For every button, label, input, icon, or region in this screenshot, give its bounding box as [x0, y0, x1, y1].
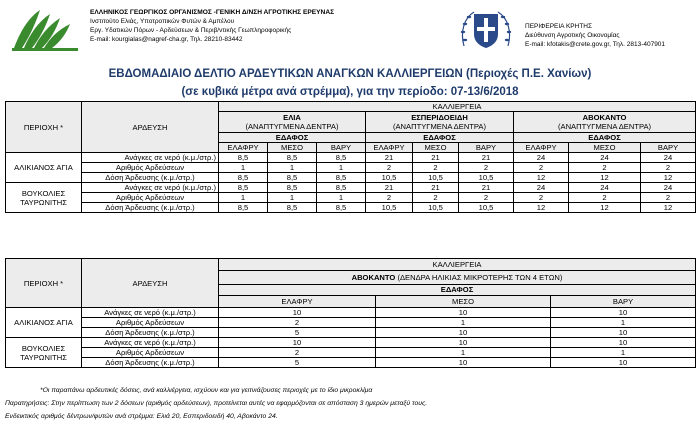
- row-label: Ανάγκες σε νερό (κ.μ./στρ.): [82, 183, 219, 193]
- org-left-block: [90, 8, 334, 44]
- row-label: Αριθμός Αρδεύσεων: [82, 163, 219, 173]
- value-cell: 1: [317, 163, 366, 173]
- value-cell: 2: [569, 193, 641, 203]
- org-right-line: E-mail: kfotakis@crete.gov.gr, Τηλ. 2813-407901: [525, 41, 666, 48]
- crop-header: [366, 112, 514, 133]
- region-block: [6, 308, 696, 338]
- value-cell: 21: [459, 153, 514, 163]
- value-cell: 2: [219, 318, 376, 328]
- crop-sub: (ΑΝΑΠΤΥΓΜΕΝΑ ΔΕΝΤΡΑ): [557, 122, 652, 131]
- value-cell: 1: [551, 348, 696, 358]
- crops-header: ΚΑΛΛΙΕΡΓΕΙΑ: [219, 102, 696, 112]
- value-cell: 24: [569, 183, 641, 193]
- soil-type: ΒΑΡΥ: [459, 143, 514, 153]
- org-left-line: E-mail: kourgialas@nagref-cha.gr, Τηλ. 28210-83442: [90, 36, 243, 43]
- value-cell: 24: [641, 153, 696, 163]
- crop-sub: (ΑΝΑΠΤΥΓΜΕΝΑ ΔΕΝΤΡΑ): [392, 122, 487, 131]
- value-cell: 2: [413, 193, 459, 203]
- value-cell: 1: [268, 193, 317, 203]
- value-cell: 21: [366, 183, 413, 193]
- value-cell: 1: [219, 163, 268, 173]
- row-label: Ανάγκες σε νερό (κ.μ./στρ.): [82, 308, 219, 318]
- irrigation-table-mature: [5, 101, 696, 213]
- value-cell: 21: [413, 183, 459, 193]
- crop-name: ΑΒΟΚΑΝΤΟ: [582, 113, 627, 122]
- region-block: [6, 338, 696, 368]
- row-label: Αριθμός Αρδεύσεων: [82, 318, 219, 328]
- value-cell: 2: [459, 193, 514, 203]
- soil-type: ΕΛΑΦΡΥ: [366, 143, 413, 153]
- row-label: Αριθμός Αρδεύσεων: [82, 348, 219, 358]
- value-cell: 10: [376, 358, 551, 368]
- bulletin-title: ΕΒΔΟΜΑΔΙΑΙΟ ΔΕΛΤΙΟ ΑΡΔΕΥΤΙΚΩΝ ΑΝΑΓΚΩΝ ΚΑΛΛΙΕΡΓΕΙΩΝ (Περιοχές Π.Ε. Χανίων): [108, 68, 592, 80]
- value-cell: 8,5: [219, 203, 268, 213]
- soil-type: ΕΛΑΦΡΥ: [219, 296, 376, 308]
- value-cell: 12: [569, 203, 641, 213]
- irrigation-table-young-avocado: [5, 258, 696, 368]
- crop-sub: (ΑΝΑΠΤΥΓΜΕΝΑ ΔΕΝΤΡΑ): [245, 122, 339, 131]
- soil-header: ΕΔΑΦΟΣ: [514, 133, 696, 143]
- soil-header: ΕΔΑΦΟΣ: [219, 284, 696, 296]
- value-cell: 2: [413, 163, 459, 173]
- row-label: Δόση Άρδευσης (κ.μ./στρ.): [82, 358, 219, 368]
- value-cell: 8,5: [219, 173, 268, 183]
- crop-header: [514, 112, 696, 133]
- row-label: Ανάγκες σε νερό (κ.μ./στρ.): [82, 153, 219, 163]
- value-cell: 10,5: [366, 203, 413, 213]
- value-cell: 1: [219, 193, 268, 203]
- value-cell: 10: [551, 328, 696, 338]
- soil-type: ΕΛΑΦΡΥ: [514, 143, 569, 153]
- value-cell: 1: [551, 318, 696, 328]
- value-cell: 5: [219, 358, 376, 368]
- org-right-line: ΠΕΡΙΦΕΡΕΙΑ ΚΡΗΤΗΣ: [525, 23, 592, 30]
- soil-type: ΒΑΡΥ: [317, 143, 366, 153]
- value-cell: 10,5: [413, 173, 459, 183]
- crop-header: [219, 270, 696, 284]
- soil-type: ΜΕΣΟ: [268, 143, 317, 153]
- value-cell: 2: [366, 163, 413, 173]
- value-cell: 1: [376, 348, 551, 358]
- value-cell: 2: [569, 163, 641, 173]
- org-left-line: ΕΛΛΗΝΙΚΟΣ ΓΕΩΡΓΙΚΟΣ ΟΡΓΑΝΙΣΜΟΣ -ΓΕΝΙΚΗ Δ/ΝΣΗ ΑΓΡΟΤΙΚΗΣ ΕΡΕΥΝΑΣ: [90, 9, 335, 16]
- value-cell: 24: [514, 153, 569, 163]
- row-label: Ανάγκες σε νερό (κ.μ./στρ.): [82, 338, 219, 348]
- row-label: Αριθμός Αρδεύσεων: [82, 193, 219, 203]
- remarks: Παρατηρήσεις: Στην περίπτωση των 2 δόσεων (αριθμός αρδεύσεων), προτείνεται αυτές να εφαρμόζονται σε απόσταση 3 ημερών μεταξύ τους.: [5, 400, 428, 407]
- header: [0, 0, 700, 62]
- value-cell: 8,5: [317, 153, 366, 163]
- value-cell: 10: [551, 308, 696, 318]
- greek-emblem-icon: [458, 8, 514, 52]
- org-left-line: Ινστιτούτο Ελιάς, Υποτροπικών Φυτών & Αμπέλου: [90, 18, 235, 25]
- value-cell: 8,5: [317, 173, 366, 183]
- org-right-line: Διεύθυνση Αγροτικής Οικονομίας: [525, 32, 620, 39]
- region-name: ΑΛΙΚΙΑΝΟΣ ΑΓΙΑ: [6, 153, 82, 183]
- bulletin-subtitle: (σε κυβικά μέτρα ανά στρέμμα), για την περίοδο: 07-13/6/2018: [181, 86, 519, 98]
- soil-type: ΜΕΣΟ: [413, 143, 459, 153]
- region-column-header: ΠΕΡΙΟΧΗ *: [6, 102, 82, 153]
- soil-header: ΕΔΑΦΟΣ: [366, 133, 514, 143]
- value-cell: 24: [641, 183, 696, 193]
- elgo-logo-icon: [10, 6, 82, 52]
- value-cell: 10,5: [413, 203, 459, 213]
- value-cell: 24: [569, 153, 641, 163]
- value-cell: 10: [551, 358, 696, 368]
- value-cell: 21: [459, 183, 514, 193]
- crop-header: [219, 112, 366, 133]
- value-cell: 10: [219, 338, 376, 348]
- soil-type: ΕΛΑΦΡΥ: [219, 143, 268, 153]
- soil-type: ΜΕΣΟ: [569, 143, 641, 153]
- value-cell: 10: [376, 338, 551, 348]
- region-name: ΒΟΥΚΟΛΙΕΣ ΤΑΥΡΩΝΙΤΗΣ: [6, 183, 82, 213]
- soil-type: ΒΑΡΥ: [551, 296, 696, 308]
- value-cell: 10,5: [366, 173, 413, 183]
- row-label: Δόση Άρδευσης (κ.μ./στρ.): [82, 203, 219, 213]
- value-cell: 2: [459, 163, 514, 173]
- density-note: Ενδεικτικός αριθμός δέντρων/φυτών ανά στρέμμα: Ελιά 20, Εσπεριδοειδή 40, Αβοκάντο 24.: [5, 413, 278, 420]
- crops-header: ΚΑΛΛΙΕΡΓΕΙΑ: [219, 259, 696, 271]
- value-cell: 2: [514, 193, 569, 203]
- value-cell: 10: [376, 328, 551, 338]
- value-cell: 10: [376, 308, 551, 318]
- crop-name: ΑΒΟΚΑΝΤΟ: [351, 272, 396, 282]
- value-cell: 8,5: [268, 183, 317, 193]
- row-label: Δόση Άρδευσης (κ.μ./στρ.): [82, 173, 219, 183]
- soil-header: ΕΔΑΦΟΣ: [219, 133, 366, 143]
- irrigation-column-header: ΑΡΔΕΥΣΗ: [82, 259, 219, 308]
- value-cell: 12: [641, 203, 696, 213]
- value-cell: 2: [366, 193, 413, 203]
- value-cell: 8,5: [219, 153, 268, 163]
- value-cell: 12: [641, 173, 696, 183]
- value-cell: 12: [514, 173, 569, 183]
- org-right-block: [525, 22, 665, 49]
- crop-name: ΕΣΠΕΡΙΔΟΕΙΔΗ: [411, 113, 468, 122]
- value-cell: 8,5: [268, 153, 317, 163]
- value-cell: 12: [569, 173, 641, 183]
- value-cell: 1: [268, 163, 317, 173]
- region-name: ΑΛΙΚΙΑΝΟΣ ΑΓΙΑ: [6, 308, 82, 338]
- value-cell: 10,5: [459, 203, 514, 213]
- value-cell: 21: [366, 153, 413, 163]
- value-cell: 2: [641, 163, 696, 173]
- value-cell: 2: [641, 193, 696, 203]
- region-block: [6, 183, 696, 213]
- value-cell: 24: [514, 183, 569, 193]
- value-cell: 12: [514, 203, 569, 213]
- crop-sub: (ΔΕΝΔΡΑ ΗΛΙΚΙΑΣ ΜΙΚΡΟΤΕΡΗΣ ΤΩΝ 4 ΕΤΩΝ): [395, 272, 563, 282]
- region-name: ΒΟΥΚΟΛΙΕΣ ΤΑΥΡΩΝΙΤΗΣ: [6, 338, 82, 368]
- irrigation-column-header: ΑΡΔΕΥΣΗ: [82, 102, 219, 153]
- region-column-header: ΠΕΡΙΟΧΗ *: [6, 259, 82, 308]
- value-cell: 8,5: [219, 183, 268, 193]
- value-cell: 10: [219, 308, 376, 318]
- org-left-line: Εργ. Υδατικών Πόρων - Αρδεύσεων & Περιβ/ντικής Γεωπληροφορικής: [90, 27, 292, 34]
- footnote: *Οι παραπάνω αρδευτικές δόσεις, ανά καλλιέργεια, ισχύουν και για γειτνιάζουσες περιοχές με το ίδιο μικροκλίμα: [40, 387, 373, 394]
- value-cell: 2: [219, 348, 376, 358]
- value-cell: 1: [376, 318, 551, 328]
- value-cell: 10,5: [459, 173, 514, 183]
- value-cell: 8,5: [268, 203, 317, 213]
- row-label: Δόση Άρδευσης (κ.μ./στρ.): [82, 328, 219, 338]
- region-block: [6, 153, 696, 183]
- value-cell: 8,5: [268, 173, 317, 183]
- value-cell: 21: [413, 153, 459, 163]
- soil-type: ΒΑΡΥ: [641, 143, 696, 153]
- value-cell: 5: [219, 328, 376, 338]
- value-cell: 8,5: [317, 183, 366, 193]
- value-cell: 1: [317, 193, 366, 203]
- value-cell: 2: [514, 163, 569, 173]
- soil-type: ΜΕΣΟ: [376, 296, 551, 308]
- crop-name: ΕΛΙΑ: [283, 113, 301, 122]
- value-cell: 8,5: [317, 203, 366, 213]
- value-cell: 10: [551, 338, 696, 348]
